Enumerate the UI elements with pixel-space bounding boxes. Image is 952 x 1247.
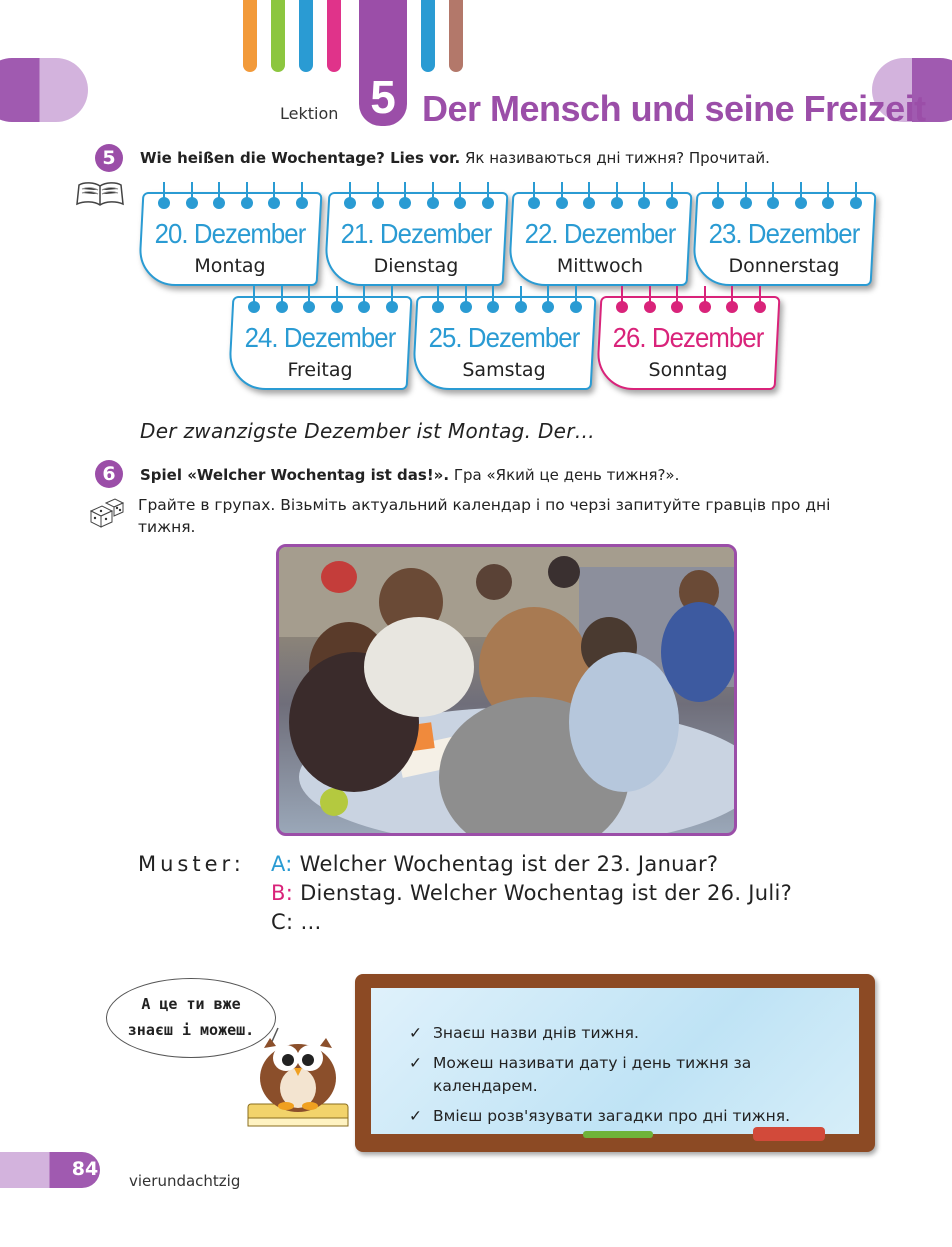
calendar-ring <box>528 182 540 210</box>
calendar-rings <box>712 182 862 210</box>
calendar-ring <box>542 286 554 314</box>
calendar-ring <box>296 182 308 210</box>
exercise-6-description: Грайте в групах. Візьміть актуальний календар і по черзі запитуйте гравців про дні тижня. <box>138 496 831 536</box>
chalk-icon <box>583 1131 653 1138</box>
calendar-weekday: Samstag <box>462 359 546 381</box>
line-b-text: Dienstag. Welcher Wochentag ist der 26. Juli? <box>293 881 793 905</box>
summary-board <box>355 974 875 1152</box>
exercise-6-instruction-uk: Гра «Який це день тижня?». <box>453 466 680 484</box>
eraser-icon <box>753 1127 825 1141</box>
calendar-ring <box>556 182 568 210</box>
header-left-pill <box>0 58 88 122</box>
calendar-ring <box>850 182 862 210</box>
calendar-ring <box>795 182 807 210</box>
calendar-date: 22. Dezember <box>524 218 676 249</box>
calendar-ring <box>432 286 444 314</box>
exercise-6-number: 6 <box>95 460 123 488</box>
calendar-rings <box>432 286 582 314</box>
summary-item: ✓ Знаєш назви днів тижня. <box>409 1022 849 1045</box>
calendar-weekday: Dienstag <box>373 255 459 277</box>
calendar-ring <box>726 286 738 314</box>
calendar-ring <box>515 286 527 314</box>
page-title: Der Mensch und seine Freizeit <box>422 88 926 129</box>
calendar-ring <box>767 182 779 210</box>
lektion-number: 5 <box>370 71 396 123</box>
exercise-5-number: 5 <box>95 144 123 172</box>
calendar-rings <box>248 286 398 314</box>
calendar-ring <box>427 182 439 210</box>
header-stripe-orange <box>243 0 257 72</box>
calendar-ring <box>666 182 678 210</box>
calendar-card <box>414 286 594 390</box>
calendar-ring <box>671 286 683 314</box>
calendar-rings <box>344 182 494 210</box>
calendar-rings <box>158 182 308 210</box>
calendar-rings <box>616 286 766 314</box>
dice-icon <box>88 497 126 533</box>
calendar-ring <box>213 182 225 210</box>
speaker-b: B: <box>271 881 294 905</box>
calendar-ring <box>611 182 623 210</box>
calendar-ring <box>712 182 724 210</box>
calendar-weekday: Donnerstag <box>728 255 840 277</box>
calendar-ring <box>372 182 384 210</box>
speech-bubble-line-1: А це ти вже <box>141 995 241 1013</box>
calendar-ring <box>583 182 595 210</box>
calendar-weekday: Mittwoch <box>556 255 644 277</box>
calendar-ring <box>358 286 370 314</box>
calendar-weekday: Sonntag <box>648 359 728 381</box>
calendar-card <box>598 286 778 390</box>
calendar-date: 21. Dezember <box>340 218 492 249</box>
calendar-ring <box>399 182 411 210</box>
header-stripe-blue-2 <box>421 0 435 72</box>
calendar-ring <box>570 286 582 314</box>
open-book-icon <box>76 180 124 212</box>
exercise-5-instruction-de: Wie heißen die Wochentage? Lies vor. <box>140 149 461 167</box>
calendar-date: 23. Dezember <box>708 218 860 249</box>
calendar-ring <box>303 286 315 314</box>
header-stripe-blue <box>299 0 313 72</box>
calendar-date: 25. Dezember <box>428 322 580 353</box>
calendar-ring <box>616 286 628 314</box>
calendar-card <box>140 182 320 286</box>
header-stripe-green <box>271 0 285 72</box>
summary-item: ✓ Вмієш розв'язувати загадки про дні тижня. <box>409 1105 849 1128</box>
calendar-ring <box>386 286 398 314</box>
calendar-ring <box>276 286 288 314</box>
calendar-ring <box>241 182 253 210</box>
calendar-ring <box>754 286 766 314</box>
calendar-ring <box>460 286 472 314</box>
page-number-word: vierundachtzig <box>129 1172 241 1190</box>
lektion-label: Lektion <box>280 104 339 123</box>
line-c-text: … <box>293 910 322 934</box>
calendar-date: 26. Dezember <box>612 322 764 353</box>
calendar-ring <box>158 182 170 210</box>
summary-list <box>409 1022 849 1135</box>
exercise-5-instruction <box>140 149 770 167</box>
calendar-date: 24. Dezember <box>244 322 396 353</box>
classroom-photo <box>276 544 737 836</box>
calendar-card <box>694 182 874 286</box>
page-number: 84 <box>71 1158 99 1180</box>
exercise-5-instruction-uk: Як називаються дні тижня? Прочитай. <box>464 149 770 167</box>
calendar-ring <box>454 182 466 210</box>
calendar-ring <box>822 182 834 210</box>
calendar-rings <box>528 182 678 210</box>
speech-bubble-line-2: знаєш і можеш. <box>127 1021 255 1039</box>
calendar-ring <box>699 286 711 314</box>
summary-item: ✓ Можеш називати дату і день тижня за календарем. <box>409 1052 849 1098</box>
muster-label: Muster: <box>138 852 245 876</box>
calendar-ring <box>268 182 280 210</box>
calendar-card <box>326 182 506 286</box>
calendar-ring <box>482 182 494 210</box>
board-surface <box>371 988 859 1134</box>
calendar-ring <box>638 182 650 210</box>
speaker-a: A: <box>271 852 293 876</box>
dialogue-line-b <box>271 881 792 905</box>
exercise-6-instruction <box>140 466 679 484</box>
calendar-weekday: Montag <box>194 255 266 277</box>
header-stripe-pink <box>327 0 341 72</box>
calendar-card <box>230 286 410 390</box>
exercise-6-instruction-de: Spiel «Welcher Wochentag ist das!». <box>140 466 450 484</box>
calendar-ring <box>644 286 656 314</box>
calendar-ring <box>344 182 356 210</box>
owl-on-book-icon <box>240 1022 352 1136</box>
calendar-ring <box>248 286 260 314</box>
exercise-5-example: Der zwanzigste Dezember ist Montag. Der… <box>140 419 596 443</box>
calendar-ring <box>740 182 752 210</box>
calendar-ring <box>487 286 499 314</box>
dialogue-line-a <box>271 852 718 876</box>
calendar-card <box>510 182 690 286</box>
line-a-text: Welcher Wochentag ist der 23. Januar? <box>292 852 719 876</box>
speaker-c: C: <box>271 910 294 934</box>
dialogue-line-c <box>271 910 322 934</box>
calendar-ring <box>186 182 198 210</box>
calendar-ring <box>331 286 343 314</box>
header-stripe-brown <box>449 0 463 72</box>
calendar-weekday: Freitag <box>287 359 353 381</box>
calendar-date: 20. Dezember <box>154 218 306 249</box>
